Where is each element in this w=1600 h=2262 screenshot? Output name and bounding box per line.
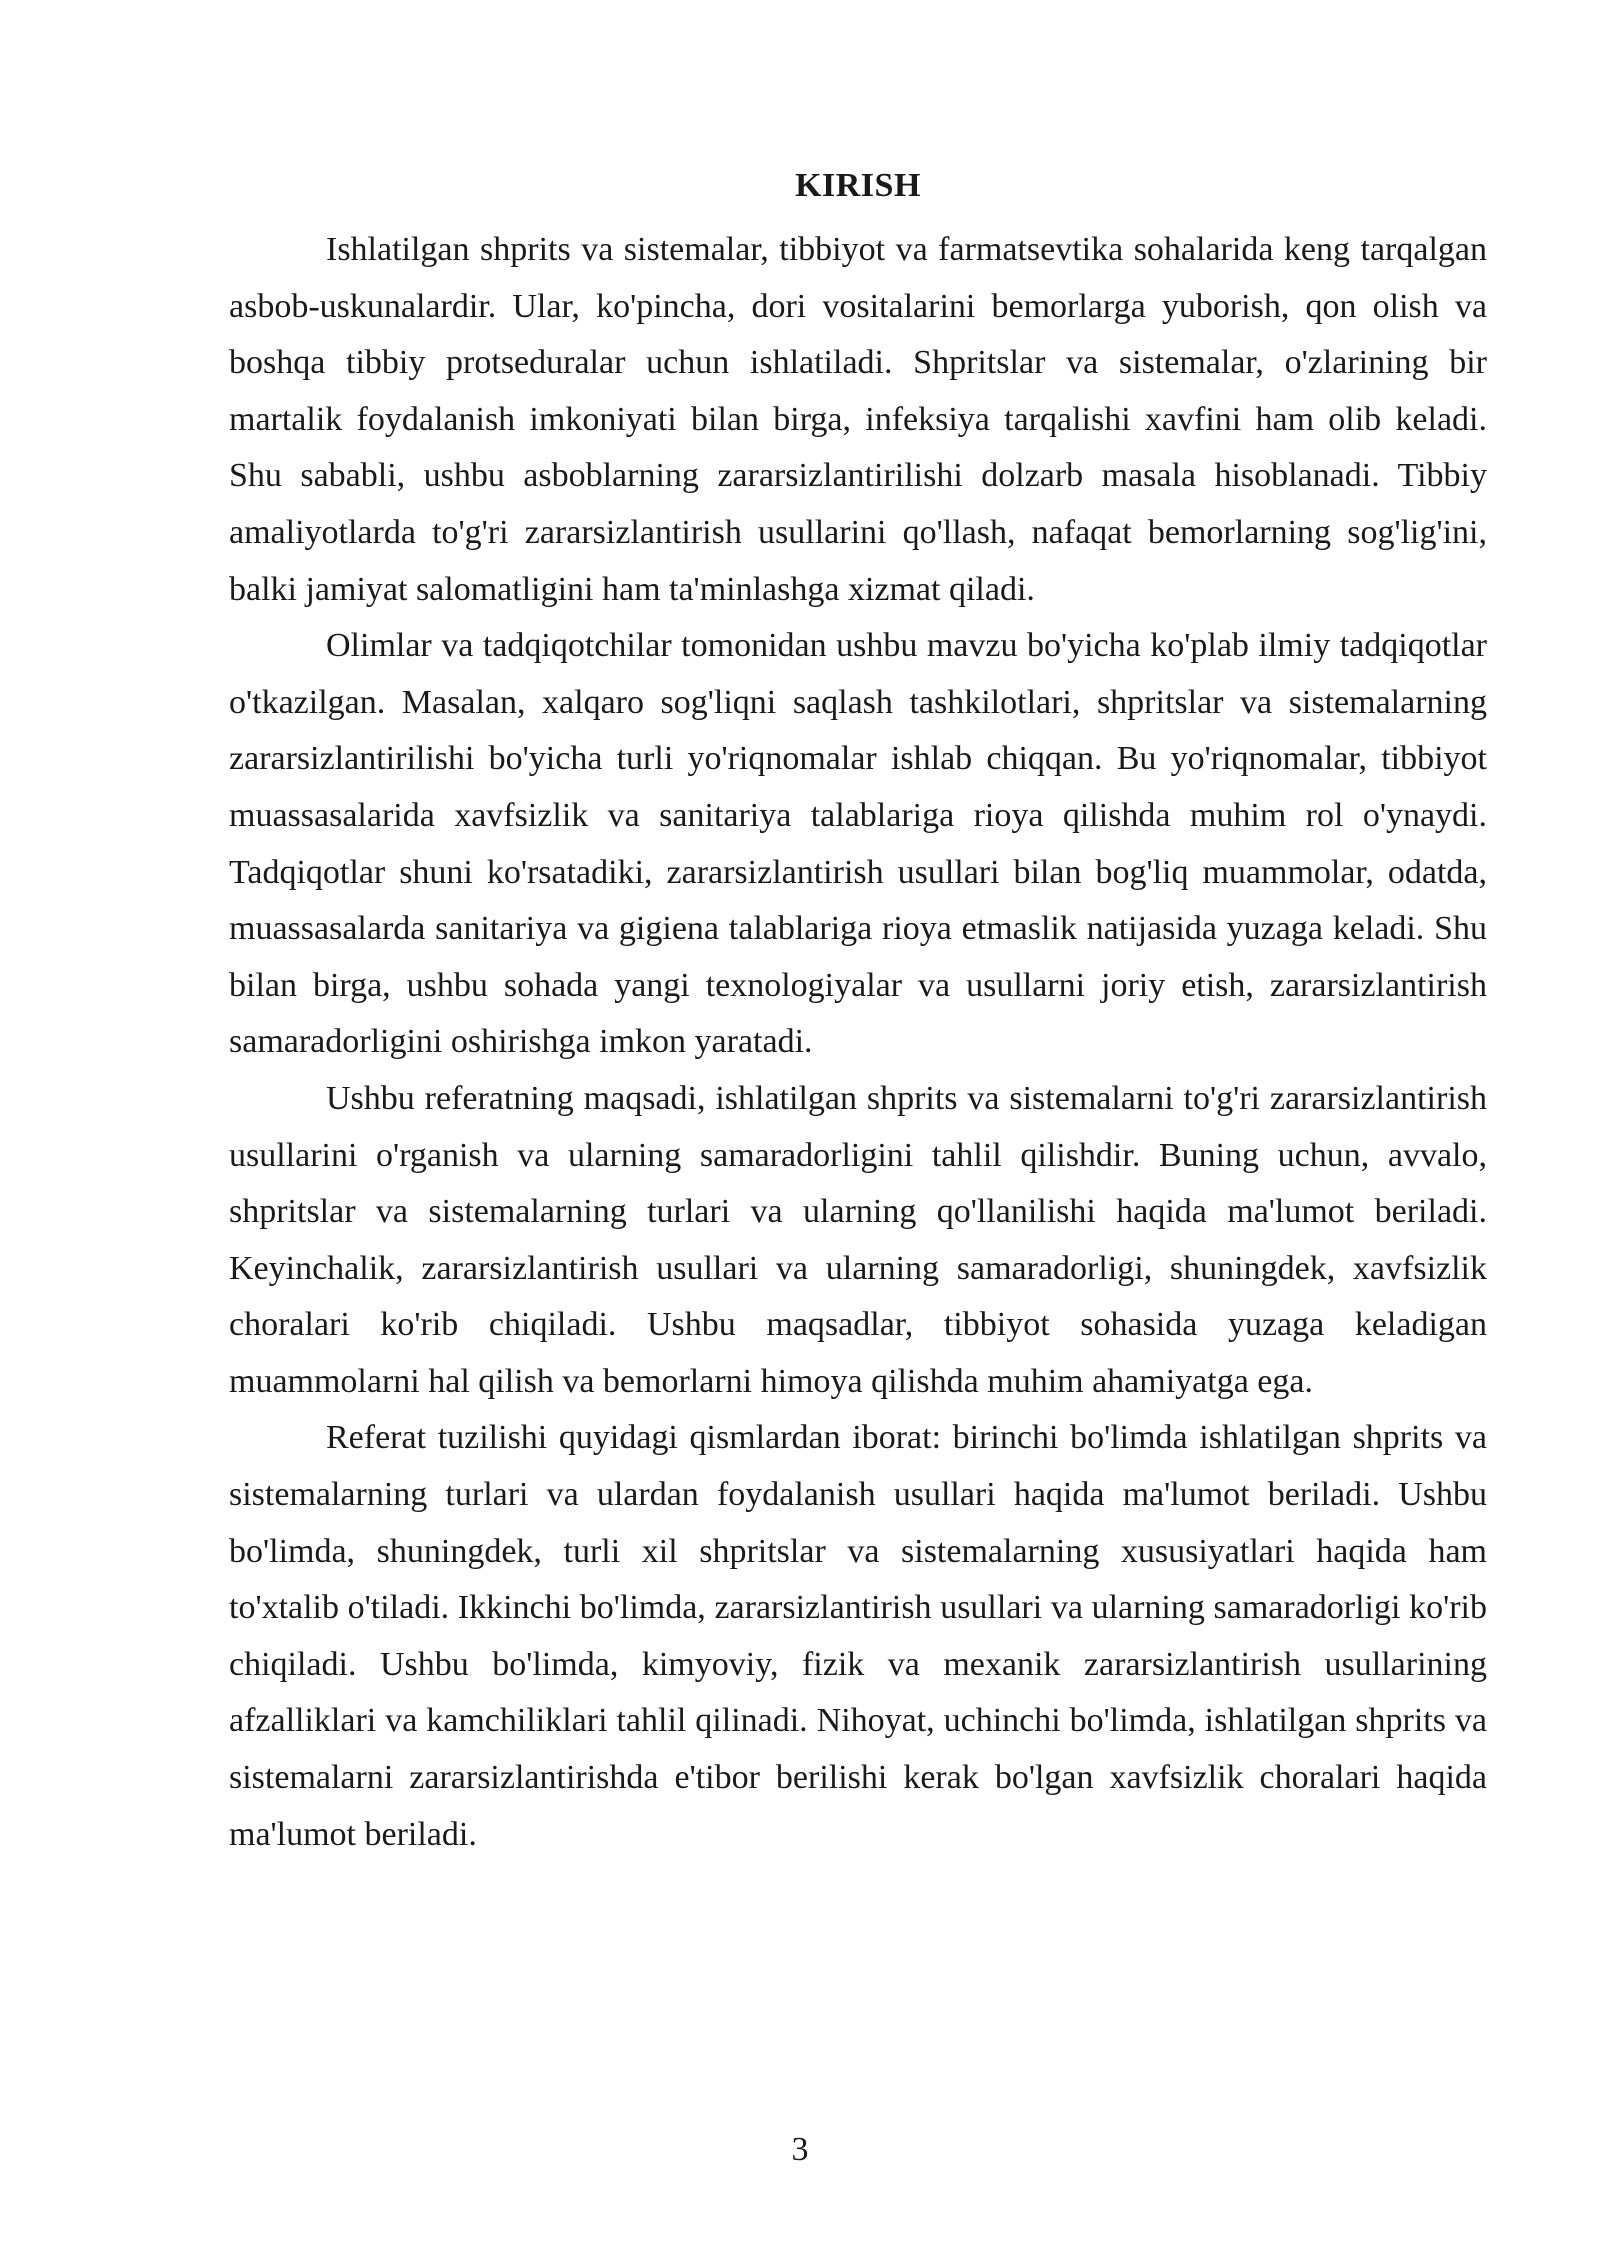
paragraph-purpose: Ushbu referatning maqsadi, ishlatilgan shprits va sistemalarni to'g'ri zararsizlantirish usullarini o'rganish va ularning samaradorligini tahlil qilishdir. Buning uchun, avvalo, shpritslar va sistemalarning turlari va ularning qo'llanilishi haqida ma'lumot beriladi. Keyinchalik, zararsizlantirish usullari va ularning samaradorligi, shuningdek, xavfsizlik choralari ko'rib chiqiladi. Ushbu maqsadlar, tibbiyot sohasida yuzaga keladigan muammolarni hal qilish va bemorlarni himoya qilishda muhim ahamiyatga ega. bbox=[229, 1079, 1487, 1400]
page-content bbox=[229, 158, 1487, 1863]
page-number: 3 bbox=[791, 2131, 809, 2168]
paragraph-introduction: Ishlatilgan shprits va sistemalar, tibbiyot va farmatsevtika sohalarida keng tarqalgan asbob-uskunalardir. Ular, ko'pincha, dori vositalarini bemorlarga yuborish, qon olish va boshqa tibbiy protseduralar uchun ishlatiladi. Shpritslar va sistemalar, o'zlarining bir martalik foydalanish imkoniyati bilan birga, infeksiya tarqalishi xavfini ham olib keladi. Shu sababli, ushbu asboblarning zararsizlantirilishi dolzarb masala hisoblanadi. Tibbiy amaliyotlarda to'g'ri zararsizlantirish usullarini qo'llash, nafaqat bemorlarning sog'lig'ini, balki jamiyat salomatligini ham ta'minlashga xizmat qiladi. bbox=[229, 231, 1487, 608]
paragraph-research: Olimlar va tadqiqotchilar tomonidan ushbu mavzu bo'yicha ko'plab ilmiy tadqiqotlar o'tkazilgan. Masalan, xalqaro sog'liqni saqlash tashkilotlari, shpritslar va sistemalarning zararsizlantirilishi bo'yicha turli yo'riqnomalar ishlab chiqqan. Bu yo'riqnomalar, tibbiyot muassasalarida xavfsizlik va sanitariya talablariga rioya qilishda muhim rol o'ynaydi. Tadqiqotlar shuni ko'rsatadiki, zararsizlantirish usullari bilan bog'liq muammolar, odatda, muassasalarda sanitariya va gigiena talablariga rioya etmaslik natijasida yuzaga keladi. Shu bilan birga, ushbu sohada yangi texnologiyalar va usullarni joriy etish, zararsizlantirish samaradorligini oshirishga imkon yaratadi. bbox=[229, 627, 1487, 1061]
paragraph-structure: Referat tuzilishi quyidagi qismlardan iborat: birinchi bo'limda ishlatilgan shprits va sistemalarning turlari va ulardan foydalanish usullari haqida ma'lumot beriladi. Ushbu bo'limda, shuningdek, turli xil shpritslar va sistemalarning xususiyatlari haqida ham to'xtalib o'tiladi. Ikkinchi bo'limda, zararsizlantirish usullari va ularning samaradorligi ko'rib chiqiladi. Ushbu bo'limda, kimyoviy, fizik va mexanik zararsizlantirish usullarining afzalliklari va kamchiliklari tahlil qilinadi. Nihoyat, uchinchi bo'limda, ishlatilgan shprits va sistemalarni zararsizlantirishda e'tibor berilishi kerak bo'lgan xavfsizlik choralari haqida ma'lumot beriladi. bbox=[229, 1419, 1487, 1853]
section-heading: KIRISH bbox=[795, 167, 921, 204]
